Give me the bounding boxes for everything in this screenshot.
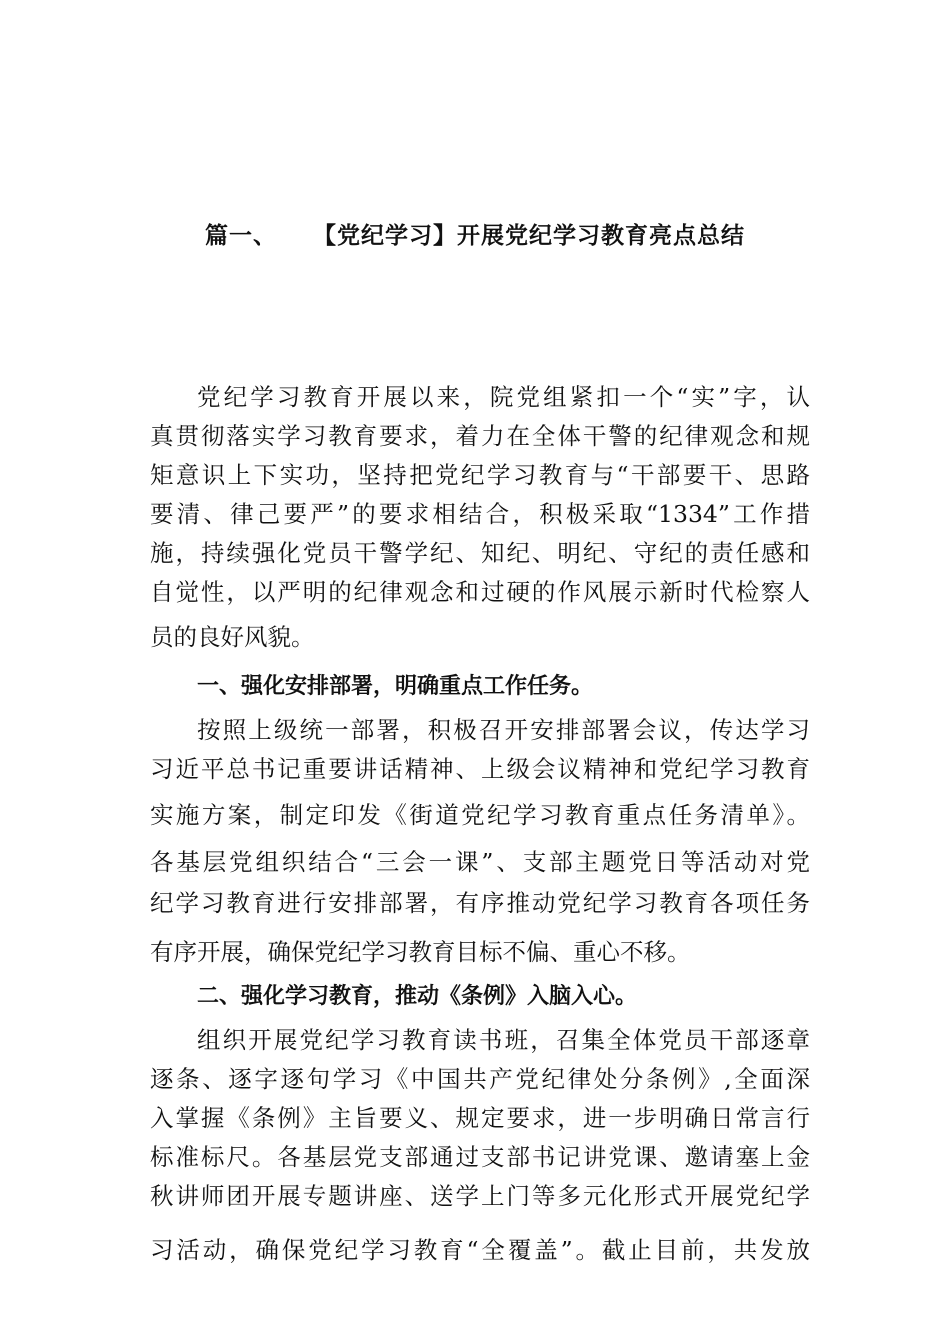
intro-line: 员的良好风貌。 <box>150 623 315 651</box>
intro-line: 自觉性，以严明的纪律观念和过硬的作风展示新时代检察人 <box>150 578 810 606</box>
intro-line: 真贯彻落实学习教育要求，着力在全体干警的纪律观念和规 <box>150 422 810 450</box>
section-line: 各基层党组织结合“三会一课”、支部主题党日等活动对党 <box>150 848 810 876</box>
section-line: 组织开展党纪学习教育读书班，召集全体党员干部逐章 <box>197 1026 810 1054</box>
section-line: 有序开展，确保党纪学习教育目标不偏、重心不移。 <box>150 938 691 966</box>
section-line: 秋讲师团开展专题讲座、送学上门等多元化形式开展党纪学 <box>150 1182 810 1210</box>
intro-line: 党纪学习教育开展以来，院党组紧扣一个“实”字，认 <box>197 383 810 411</box>
section-line: 习活动，确保党纪学习教育“全覆盖”。截止目前，共发放 <box>150 1236 810 1264</box>
document-title: 篇一、 【党纪学习】开展党纪学习教育亮点总结 <box>204 223 746 249</box>
section-line: 实施方案，制定印发《街道党纪学习教育重点任务清单》。 <box>150 801 810 829</box>
section-line: 按照上级统一部署，积极召开安排部署会议，传达学习 <box>197 716 810 744</box>
section-line: 习近平总书记重要讲话精神、上级会议精神和党纪学习教育 <box>150 755 810 783</box>
section-line: 标准标尺。各基层党支部通过支部书记讲党课、邀请塞上金 <box>150 1143 810 1171</box>
intro-line: 要清、律己要严”的要求相结合，积极采取“1334”工作措 <box>150 500 810 528</box>
intro-line: 矩意识上下实功，坚持把党纪学习教育与“干部要干、思路 <box>150 461 810 489</box>
section-line: 纪学习教育进行安排部署，有序推动党纪学习教育各项任务 <box>150 889 810 917</box>
section-heading: 二、强化学习教育，推动《条例》入脑入心。 <box>197 984 638 1009</box>
section-line: 入掌握《条例》主旨要义、规定要求，进一步明确日常言行 <box>150 1104 810 1132</box>
section-heading: 一、强化安排部署，明确重点工作任务。 <box>197 674 594 699</box>
section-line: 逐条、逐字逐句学习《中国共产党纪律处分条例》,全面深 <box>150 1065 810 1093</box>
intro-line: 施，持续强化党员干警学纪、知纪、明纪、守纪的责任感和 <box>150 539 810 567</box>
